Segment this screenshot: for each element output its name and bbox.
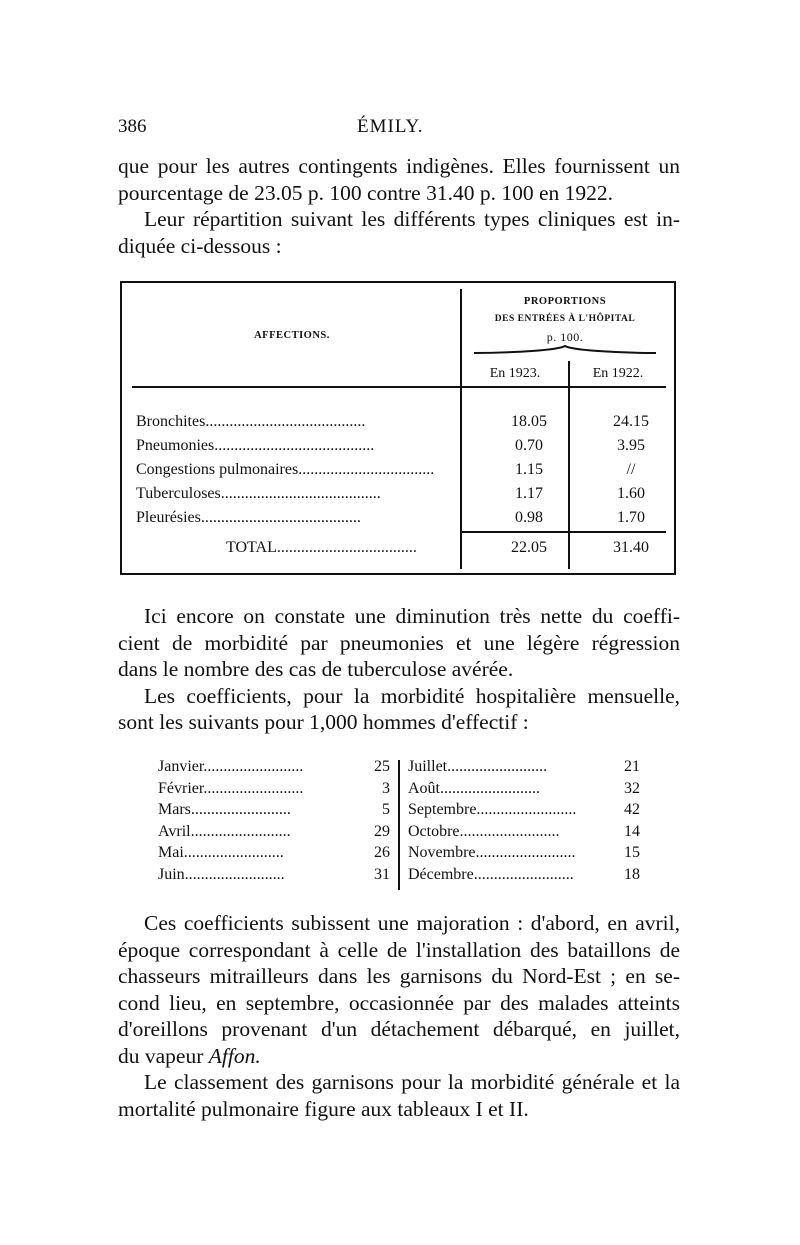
month-name: Novembre......................... [408,844,576,861]
affection-name: Tuberculoses........................................ [136,485,381,502]
table-row [136,485,666,509]
col-group-header: PROPORTIONS [523,296,607,307]
col-group-unit: p. 100. [546,330,584,344]
affection-name: Pleurésies........................................ [136,509,361,526]
total-row [136,539,666,563]
list-item [158,758,390,780]
value-1922: 3.95 [617,437,645,454]
text-line: que pour les autres contingents indigènes. Elles fournissent un [118,154,680,178]
affection-name: Bronchites........................................ [136,413,366,430]
ship-name: Affon. [208,1043,261,1068]
list-item [408,844,640,866]
list-item [408,780,640,802]
value-1922: 1.60 [617,485,645,502]
month-value: 3 [382,779,390,797]
col-group-subheader: DES ENTRÉES À L'HÔPITAL [494,314,636,324]
month-value: 32 [624,779,640,797]
header-rule [132,386,666,388]
total-1922: 31.40 [613,539,649,556]
month-name: Mai......................... [158,844,284,861]
text-line: Ici encore on constate une diminution très nette du coeffi- [144,604,680,628]
list-item [158,844,390,866]
value-1922: 1.70 [617,509,645,526]
value-1923: 1.15 [515,461,543,478]
col-header-1922: En 1922. [592,366,644,381]
list-item [408,866,640,888]
intro-paragraph [118,153,680,259]
page-number: 386 [118,116,147,137]
text-line: dans le nombre des cas de tuberculose avérée. [118,657,514,681]
text-line: cient de morbidité par pneumonies et une légère régression [118,630,680,655]
list-item [158,866,390,888]
month-value: 5 [382,801,390,818]
list-item [408,801,640,823]
month-name: Janvier......................... [158,758,304,775]
text-fragment: du vapeur [118,1043,209,1068]
text-line: pourcentage de 23.05 p. 100 contre 31.40 p. 100 en 1922. [118,180,613,205]
total-1923: 22.05 [511,539,547,556]
text-line: sont les suivants pour 1,000 hommes d'effectif : [118,710,529,734]
closing-paragraph [118,910,680,1122]
text-line [118,1043,680,1070]
month-value: 42 [624,801,640,818]
month-name: Octobre......................... [408,822,560,840]
month-name: Mars......................... [158,801,291,818]
month-name: Juin......................... [158,865,285,883]
value-1923: 1.17 [515,485,543,502]
col-header-1923: En 1923. [489,366,541,381]
text-line: mortalité pulmonaire figure aux tableaux I et II. [118,1096,529,1121]
text-line: époque correspondant à celle de l'installation des bataillons de [118,937,680,962]
affection-name: Congestions pulmonaires.................................. [136,461,435,478]
list-item [158,780,390,802]
month-value: 21 [624,758,640,775]
value-1923: 18.05 [511,413,547,430]
month-name: Août......................... [408,779,540,797]
table-row [136,461,666,485]
month-name: Février......................... [158,779,304,797]
text-line: Leur répartition suivant les différents types cliniques est in- [144,207,680,231]
list-item [408,758,640,780]
table-row [136,413,666,437]
month-value: 26 [374,844,390,861]
column-divider [398,760,400,890]
table-row [136,509,666,533]
month-value: 15 [624,844,640,861]
total-label: TOTAL................................... [226,539,417,556]
brace-icon [472,345,658,357]
table-row [136,437,666,461]
middle-paragraph [118,603,680,736]
list-item [158,801,390,823]
affections-table [120,281,676,575]
month-value: 14 [624,822,640,840]
list-item [408,823,640,845]
month-name: Juillet......................... [408,758,548,775]
text-line: chasseurs mitrailleurs dans les garnisons du Nord-Est ; en se- [118,964,680,988]
text-line: d'oreillons provenant d'un détachement débarqué, en juillet, [118,1017,680,1041]
month-name: Avril......................... [158,822,291,840]
monthly-coefficients [158,758,642,892]
text-line: Les coefficients, pour la morbidité hospitalière mensuelle, [144,683,680,708]
month-value: 25 [374,758,390,775]
value-1922: 24.15 [613,413,649,430]
month-value: 29 [374,822,390,840]
affection-name: Pneumonies........................................ [136,437,375,454]
text-line: Le classement des garnisons pour la morbidité générale et la [144,1070,680,1094]
running-title: ÉMILY. [357,116,424,137]
text-line: Ces coefficients subissent une majoration : d'abord, en avril, [144,911,680,935]
value-1923: 0.70 [515,437,543,454]
value-1922: // [626,461,636,478]
list-item [158,823,390,845]
month-name: Septembre......................... [408,801,577,818]
month-value: 31 [374,865,390,883]
col-header-affections: AFFECTIONS. [254,330,330,341]
text-line: diquée ci-dessous : [118,233,282,258]
text-line: cond lieu, en septembre, occasionnée par des malades atteints [118,990,680,1015]
month-name: Décembre......................... [408,865,574,883]
value-1923: 0.98 [515,509,543,526]
month-value: 18 [624,865,640,883]
